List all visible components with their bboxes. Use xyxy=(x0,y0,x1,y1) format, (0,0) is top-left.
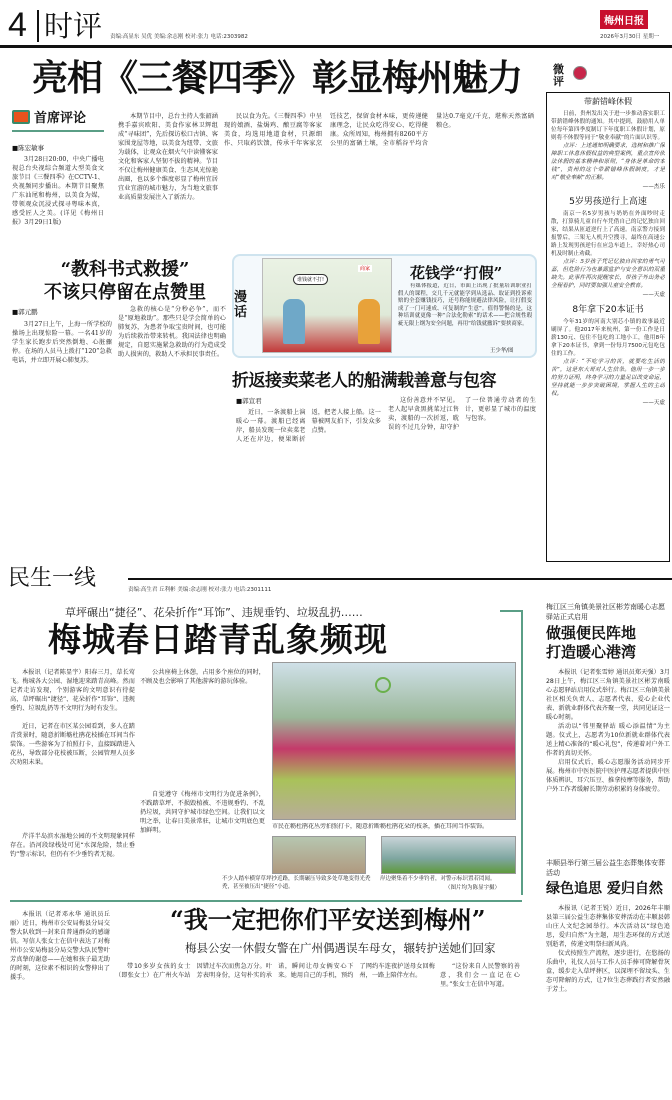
minsheng-rule xyxy=(128,578,672,580)
weiping-comment-3: 点评：“不吃学习的苦，就要吃生活的苦”，这是东大哥对人生信条。他用一步一步的努力证明，终身学习的力量足以改变命运，坚持就能一步步突破困境，掌握人生的主动权。 xyxy=(551,359,665,397)
cartoon-author: 王少华/图 xyxy=(490,348,514,354)
photo-fishing xyxy=(381,836,516,874)
right-news-2-para-1: 本报讯（记者王锐）近日，2026年丰顺县第三届公益生态葬集体安葬活动在丰顺县韩山庄人文纪念园举行。本次活动以“绿色追思，爱归自然”为主题，用生态环保的方式送别逝者，传递文明祭扫新风尚。 xyxy=(546,905,670,948)
lead-headline: 亮相《三餐四季》彰显梅州魅力 xyxy=(32,57,523,99)
right-news-2-kicker: 丰顺县举行第三届公益生态葬集体安葬活动 xyxy=(546,859,665,877)
logo-text: 梅州日报 xyxy=(604,16,644,27)
boat-byline: ■郭宣君 xyxy=(236,397,262,405)
weiping-body-1: 日前，贵州发出关于进一步推动落实职工带薪错峰休假的通知。其中提到，鼓励用人单位每年第四季度制订下年度职工休假计划，原则将不休假等同于“敬业奉献”的片面认识等。 xyxy=(551,111,665,141)
bracket-vertical xyxy=(521,610,523,895)
boat-para-2: 这份善意并不罕见。老人起早贪黑挑菜过江售卖，渡船的一次折返，耽误的不过几分钟，却守护了一位普通劳动者的生计，更彰显了城市的温度与包容。 xyxy=(388,397,536,431)
rescue-headline xyxy=(20,258,230,304)
lead-byline: ■陈宏敏事 xyxy=(12,144,45,152)
weiping-box xyxy=(546,92,670,562)
right-news-1 xyxy=(546,602,670,794)
rescue-para-1: 3月27日上午，上海一所学校的操场上出现惊险一幕。一名41岁的学生家长跑步后突然倒地、心脏骤停。在场的人员马上拨打“120”急救电话，并立即开展心肺复苏。 xyxy=(12,321,112,364)
cartoon-image xyxy=(262,258,392,353)
photo-caption-1: 市民在簕杜鹃花丛旁拍照打卡，随意折断簕杜鹃花朵的枝条，插在耳间当作装饰。 xyxy=(272,823,489,830)
police-para-3: “这份来自人民警察的善意，我们会一直记在心里。”张女士在信中写道。 xyxy=(440,963,520,988)
boat-para-1: 近日，一条渡船上演暖心一幕。渡船已经离岸，船员发现一位卖菜老人还在岸边，便果断折返，把老人接上船。这一幕被网友拍下，引发众多点赞。 xyxy=(236,409,381,443)
right-news-1-headline-1: 做强便民阵地 xyxy=(546,624,637,642)
lead-para-2: 本期节目中，总台主持人张韶涵携手嘉宾欧阳、美食作家林卫辉组成“寻味团”，先后探访松口古镇、客家围龙屋等地，以美食为纽带、文旅为载体，让观众在烟火气中读懂客家文化和客家人坚韧不拔的精神。节目不仅让梅州健康美食、生态风光惊艳出圈，也以多个维度彰显了梅州宜居宜业宜游的城市魅力，为当地文旅事业高质量发展注入了新活力。 xyxy=(118,113,218,201)
rescue-para-2: 急救的核心是“分秒必争”，而不是“原地救助”。那些只是学会简单的心肺复苏，为患者争取宝贵时间，也可能为后续救治带来转机。我国法律也明确规定，自愿实施紧急救助的行为造成受助人损害的，救助人不承担民事责任。 xyxy=(118,306,226,358)
minsheng-headline: 梅城春日踏青乱象频现 xyxy=(48,620,388,659)
police-para-1: 本报讯（记者邓永华 通讯员丘丽）近日，梅州市公安局梅县分局交警大队收到一封来自普通群众的感谢信。写信人张女士在信中表达了对梅州市公安局梅县分局交警大队民警叶芳真挚的谢意——在她和孩子最无助的时刻，这位素不相识的女警伸出了援手。 xyxy=(10,911,110,981)
cartoon-sign: 商家 xyxy=(360,266,371,272)
cartoon-speech: 谁钱就不打! xyxy=(293,274,328,285)
minsheng-para-5: 自觉遵守《梅州市文明行为促进条例》，不践踏草坪、不损毁植被、不违规垂钓、不乱扔垃圾，共同守护城市绿色空间。让我们以文明之举，让春日美景常驻，让城市文明底色更加鲜明。 xyxy=(140,791,265,834)
cartoon-label: 漫话 xyxy=(234,290,248,320)
weiping-author-1: ——杰乐 xyxy=(642,184,665,190)
right-news-2-para-2: 仪式按照生产流程，逐步进行，在悠扬的乐曲中，礼仪人员与工作人员手捧可降解骨灰盒，缓步走入草坪葬区，以深埋不留坟头、生态可降解的方式，让7位生态葬践行者安然融于芳土。 xyxy=(546,950,670,993)
weiping-title-3: 8年拿下20本证书 xyxy=(572,305,644,315)
weiping-title-1: 带薪错峰休假 xyxy=(584,97,632,106)
photo-flowers xyxy=(272,662,516,820)
minsheng-kicker: 草坪碾出“捷径”、花朵折作“耳饰”、违规垂钓、垃圾乱扔…… xyxy=(65,606,363,619)
weiping-author-3: ——天虚 xyxy=(642,400,665,406)
minsheng-credits: 责编:高生君 丘利彬 美编:余志刚 校对:张力 电话:2301111 xyxy=(128,587,272,593)
cartoon-title: 花钱学“打假” xyxy=(410,264,503,282)
right-news-1-headline-2: 打造暖心港湾 xyxy=(546,643,637,661)
lead-para-3: 民以食为先。《三餐四季》中呈现的娘酒、盐焗鸡、酿豆腐等客家美食，均选用地道食材，只源细作、只取药饮馈，传承千年客家烹饪技艺，保留食材本味，更传递健康理念，让民众吃得安心、吃得健康。众所周知，梅州拥有8260平方公里的富硒土壤，全市稻谷平均含量达0.7毫克/千克，堪称天然富硒粮仓。 xyxy=(224,113,534,147)
photo-caption-3: 岸边聚集着不少垂钓者，对警示标识置若罔闻。 xyxy=(380,876,496,882)
rescue-headline-2: 不该只停留在点赞里 xyxy=(44,282,206,303)
column-label: 首席评论 xyxy=(34,111,87,126)
right-news-1-kicker: 梅江区三角镇美景社区彬芳南暖心志愿驿站正式启用 xyxy=(546,603,665,621)
magnifier-icon xyxy=(573,66,587,80)
police-para-2: 带10多岁女孩的女士（即张女士）在广州火车站因错过车次而焦急万分。叶芳表明身份，这句朴实的承诺，瞬间让母女俩安心下来。她用自己的手机，预约了网约车连夜护送母女回梅州，一路上陪伴左右。 xyxy=(115,963,435,979)
weiping-title-2: 5岁男孩逆行上高速 xyxy=(569,197,647,207)
header-divider xyxy=(37,10,39,42)
page-number: 4 xyxy=(8,6,27,44)
weiping-comment-1: 点评：上述通知明确要求，选树和推广保障职工休息休假权益的典型案例，重点宣传依法休假的基本精神和原则，“身体是革命的本钱”，贵州的这个带薪错峰休假制度，才是对“敬业奉献”的正解。 xyxy=(551,143,665,181)
minsheng-section-title: 民生一线 xyxy=(8,566,97,591)
rescue-headline-1: “教科书式救援” xyxy=(60,259,190,280)
cartoon-figure-right xyxy=(358,299,380,344)
minsheng-para-3: 芹洋半岛滨水湿地公园的不文明现象同样存在。沿河段绿栈处可见“水深危险，禁止垂钓”警示标识，但仍有不少垂钓者无视。 xyxy=(10,833,135,858)
section-title: 时评 xyxy=(44,9,103,43)
header-rule xyxy=(0,45,672,48)
photo-credit: （图片均为陈显宇摄） xyxy=(445,885,501,891)
newspaper-logo xyxy=(600,10,648,29)
right-news-1-para-2: 活动以“邻里聚驿站 暖心添温情”为主题。仪式上，志愿者为10位新就业群体代表送上精心准备的“暖心礼包”，传递着对户外工作者的真切关怀。 xyxy=(546,723,670,757)
minsheng-para-1: 本报讯（记者陈显宇）阳春三月，草长莺飞。梅城各大公园、湿地迎来踏青高峰。然而记者走访发现，个别游客的文明意识有待提高，草坪碾出“捷径”、花朵折作“耳饰”、违规垂钓、垃圾乱扔等不文明行为时有发生。 xyxy=(10,669,135,712)
header-credits: 责编:高显东 吴优 美编:余志刚 校对:张力 电话:2303982 xyxy=(110,34,248,40)
column-logo xyxy=(12,107,86,126)
cartoon-text: 有媒体报道，近日，市面上出现了批量培训职业打假人的课程，交几千元就能学到从选品、取证到投诉索赔的全套赚钱技巧，还号称能规避法律风险，让打假变成了一门可速成、可复制的“生意”。值得警惕的是，这种培训就更像一种“合法化勒索”的话术——把合规性瑕疵无限上纲为安全问题，再用“给钱就撤诉”要挟商家。 xyxy=(398,283,532,327)
minsheng-para-4: 公共座椅上休憩，占用多个座位的同时，不顾及也会影响了其他游客的游玩体验。 xyxy=(140,669,265,685)
laptop-icon xyxy=(12,110,30,124)
rescue-byline: ■郭元鹏 xyxy=(12,308,38,316)
weiping-author-2: ——天虚 xyxy=(642,292,665,298)
issue-date: 2026年3月30日 星期一 xyxy=(600,34,660,40)
minsheng-para-2: 近日，记者在市区某公园看到，多人在踏青赏景时，随意折断簕杜鹃花枝插在耳间当作装饰。一些游客为了拍照打卡，直接踩踏进入花丛，导致部分花枝被压断，公园管理人员多次劝阻未果。 xyxy=(10,723,135,766)
weiping-body-3: 今年31岁的河南大别芯小镇的故事最近刷屏了。他2017年来杭州，第一份工作是日薪130元、包住不包吃的工地小工，他用8年拿下20本证书，拿到一份每月7500元包吃包住的工作。 xyxy=(551,319,665,357)
column-underline xyxy=(12,130,104,132)
weiping-body-2: 南京一名5岁男孩与奶奶在外面吵时走散，打算骑儿童自行车凭借自己的记忆独自回家，结果从匝道逆行上了高速。南京警方接到报警后，三架无人机升空搜寻，最终在高速公路上发现男孩逆行在应急车道上，幸好热心司机及时制止劝截。 xyxy=(551,211,665,257)
right-news-2 xyxy=(546,858,670,994)
weiping-comment-2: 点评：5岁孩子凭记忆独自回家的勇气可嘉，但危险行为也暴露监护与安全意识的双重缺失。此事件再次提醒家长，带孩子外出务必全程看护，同时要加强儿童安全教育。 xyxy=(551,259,665,289)
police-headline: “我一定把你们平安送到梅州” xyxy=(170,905,486,934)
bracket-top xyxy=(500,610,522,612)
highlight-circle xyxy=(375,677,391,693)
photo-caption-2: 不少人踏车横穿草坪抄近路，长期碾压导致多处草地变得光秃秃，甚至被压出“捷径”小道。 xyxy=(222,876,371,890)
section-divider xyxy=(10,900,522,902)
photo-lawn xyxy=(272,836,366,874)
right-news-2-headline: 绿色追思 爱归自然 xyxy=(546,881,663,897)
police-subhead: 梅县公安一休假女警在广州偶遇误车母女，辗转护送她们回家 xyxy=(185,941,496,955)
cartoon-figure-left xyxy=(283,299,305,344)
boat-headline: 折返接卖菜老人的船满载善意与包容 xyxy=(232,371,496,391)
right-news-1-para-3: 启用仪式后，暖心志愿服务活动同步开展。梅州市中医医院中医护理志愿者提供中医体质辨识、耳穴压豆、推拿按摩等服务，帮助户外工作者缓解长期劳动积累的身体疲劳。 xyxy=(546,759,670,793)
right-news-1-para-1: 本报讯（记者张雪婷 通讯员郑天强）3月28日上午，梅江区三角镇美景社区彬芳南暖心志愿驿站启用仪式举行。梅江区三角镇美景社区相关负责人、志愿者代表、爱心企业代表、新就业群体代表齐聚一堂，共同见证这一暖心时刻。 xyxy=(546,669,670,721)
weiping-label: 微评 xyxy=(553,63,564,88)
lead-para-1: 3月28日20:00，中央广播电视总台央视综合频道大型美食文旅节目《三餐四季》在CCTV-1、央视频同步播出。本期节目聚焦广东汕尾和梅州，以美食为媒，带领观众沉浸式探寻粤味本真，感受匠人之美。(详见《梅州日报》3月29日1版) xyxy=(12,156,104,226)
